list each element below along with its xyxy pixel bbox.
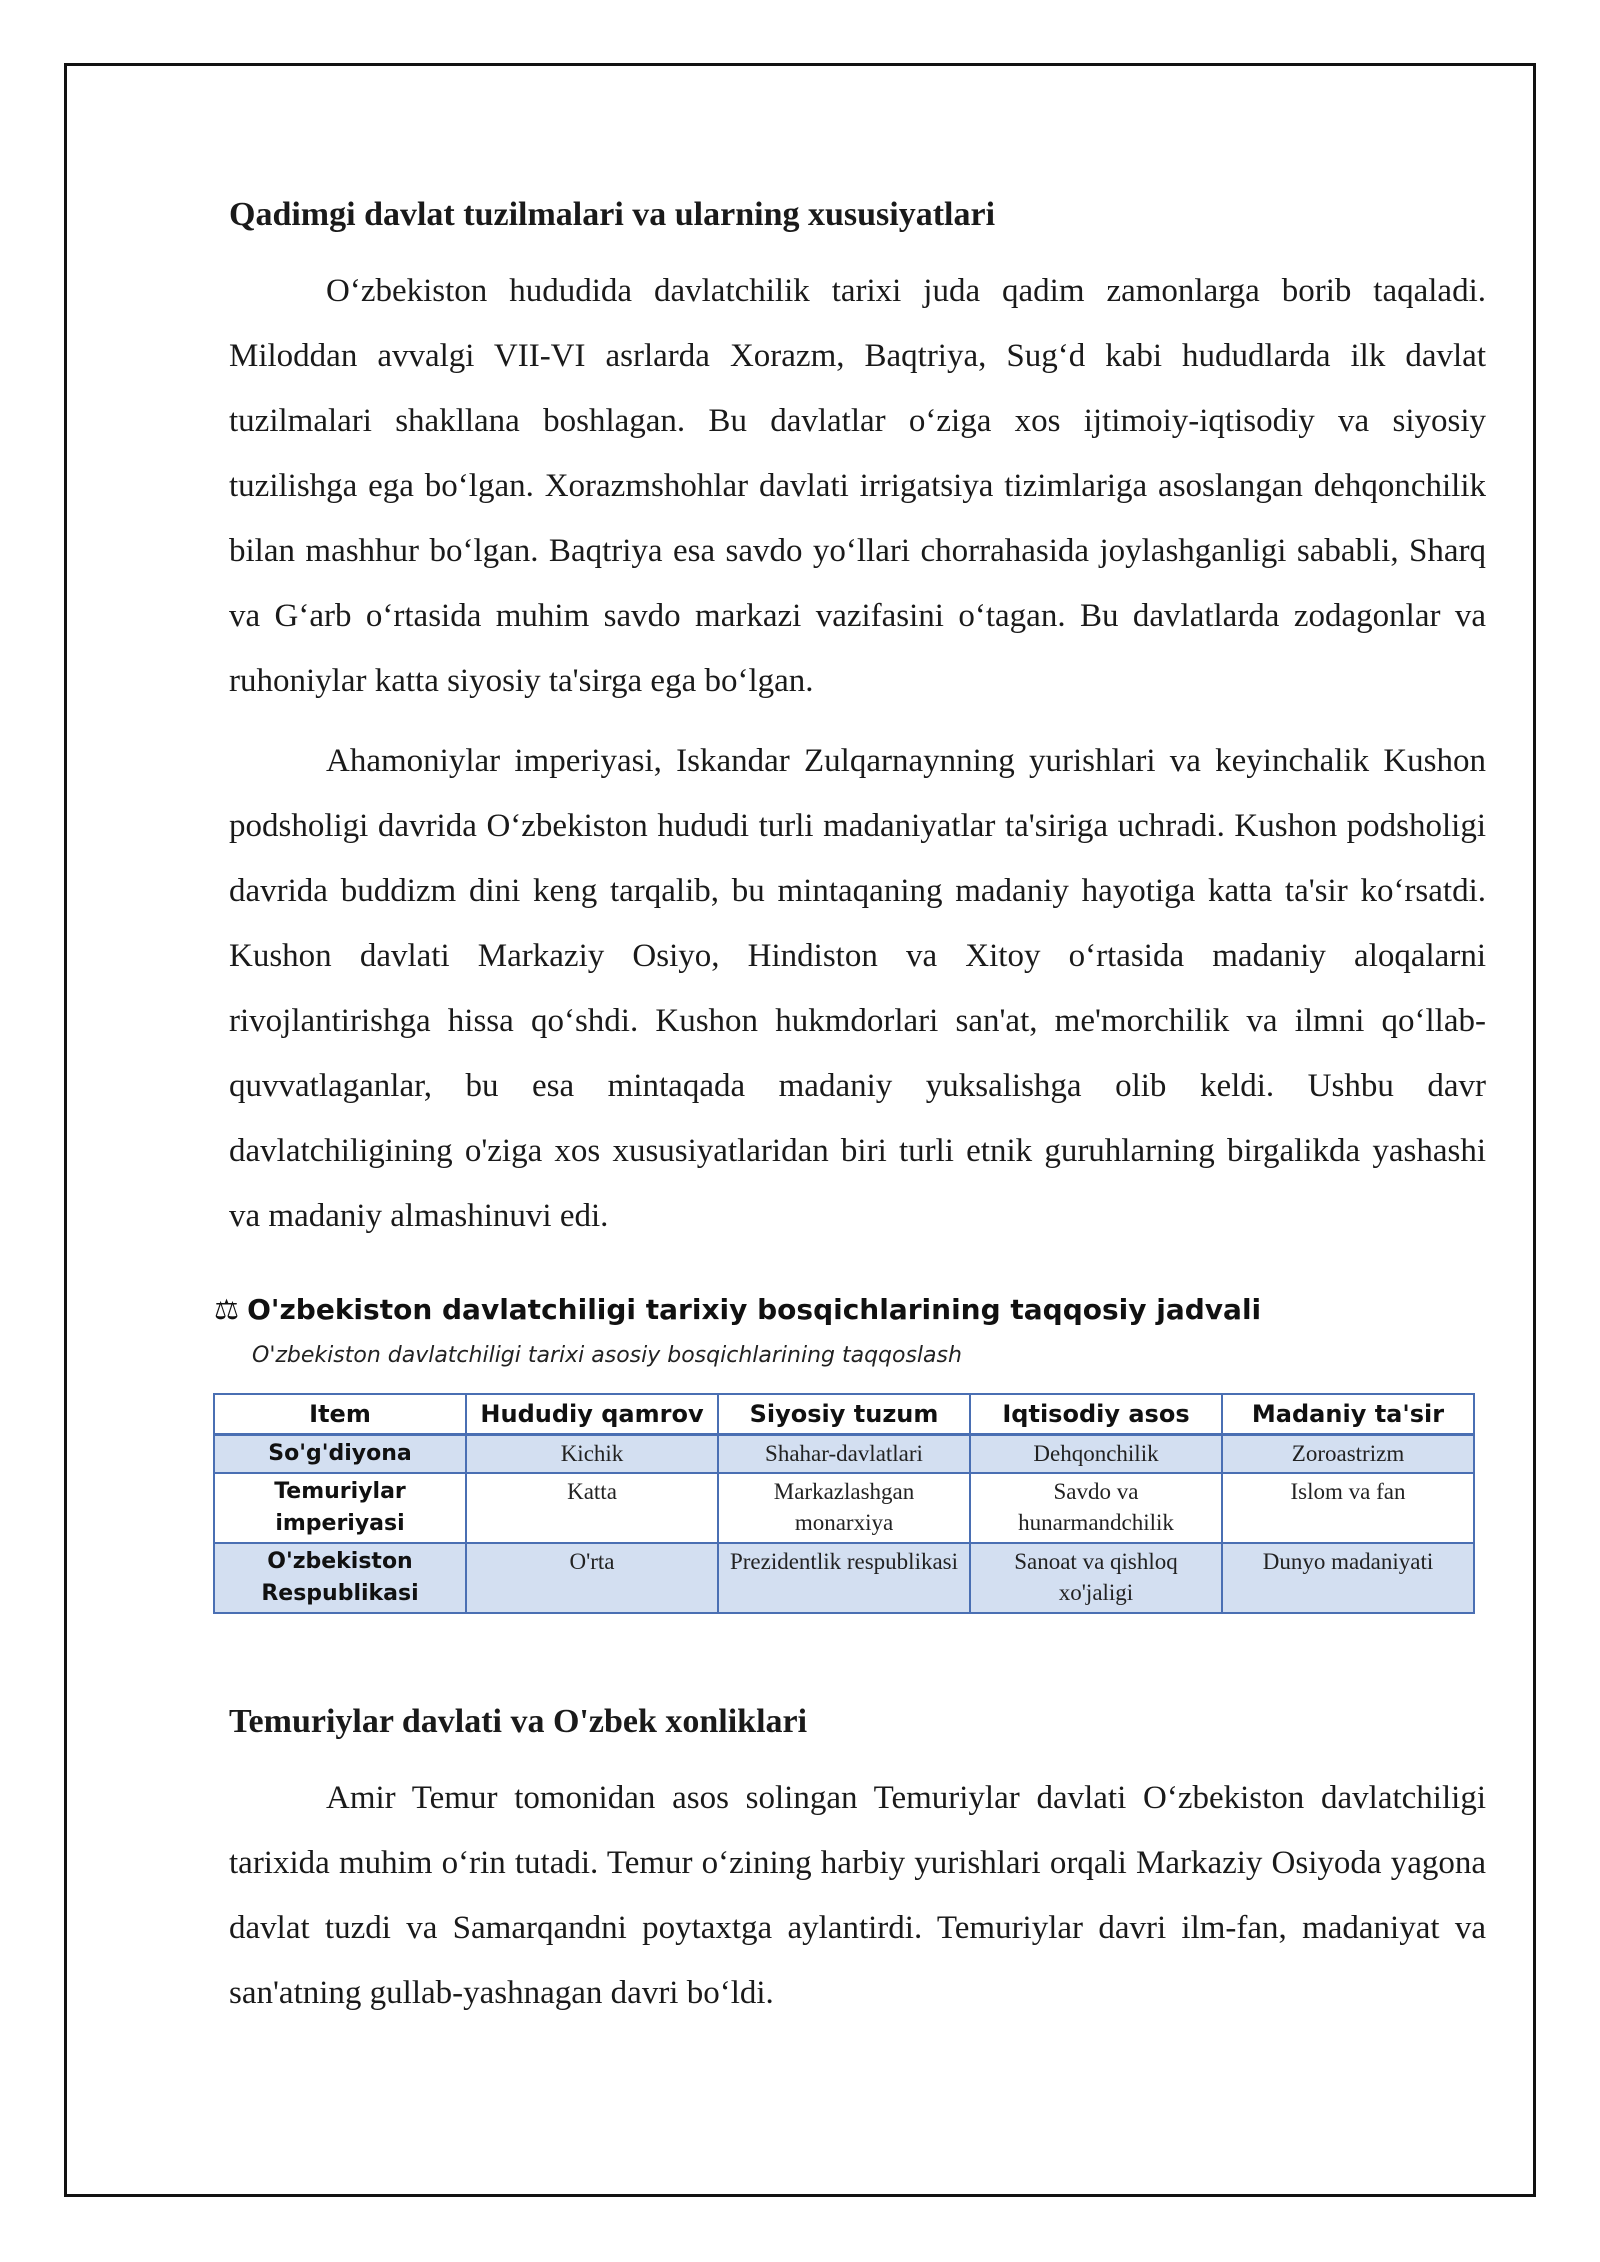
column-header: Madaniy ta'sir bbox=[1222, 1394, 1474, 1435]
section-heading-ancient-states: Qadimgi davlat tuzilmalari va ularning xususiyatlari bbox=[229, 196, 996, 233]
table-cell: Islom va fan bbox=[1222, 1473, 1474, 1543]
table-cell: Markazlashgan monarxiya bbox=[718, 1473, 970, 1543]
table-caption: O'zbekiston davlatchiligi tarixi asosiy bosqichlarining taqqoslash bbox=[252, 1343, 962, 1368]
paragraph-ancient-states-2: Ahamoniylar imperiyasi, Iskandar Zulqarnaynning yurishlari va keyinchalik Kushon podsholigi davrida O‘zbekiston hududi turli madaniyatlar ta'siriga uchradi. Kushon podsholigi davrida buddizm dini keng tarqalib, bu mintaqaning madaniy hayotiga katta ta'sir ko‘rsatdi. Kushon davlati Markaziy Osiyo, Hindiston va Xitoy o‘rtasida madaniy aloqalarni rivojlantirishga hissa qo‘shdi. Kushon hukmdorlari san'at, me'morchilik va ilmni qo‘llab-quvvatlaganlar, bu esa mintaqada madaniy yuksalishga olib keldi. Ushbu davr davlatchiligining o'ziga xos xususiyatlaridan biri turli etnik guruhlarning birgalikda yashashi va madaniy almashinuvi edi. bbox=[229, 743, 1486, 1234]
row-header-cell: So'g'diyona bbox=[214, 1435, 466, 1474]
paragraph-timurids-1: Amir Temur tomonidan asos solingan Temuriylar davlati O‘zbekiston davlatchiligi tarixida muhim o‘rin tutadi. Temur o‘zining harbiy yurishlari orqali Markaziy Osiyoda yagona davlat tuzdi va Samarqandni poytaxtga aylantirdi. Temuriylar davri ilm-fan, madaniyat va san'atning gullab-yashnagan davri bo‘ldi. bbox=[229, 1780, 1486, 2011]
table-cell: Sanoat va qishloq xo'jaligi bbox=[970, 1543, 1222, 1613]
paragraph-ancient-states-1: O‘zbekiston hududida davlatchilik tarixi juda qadim zamonlarga borib taqaladi. Miloddan avvalgi VII-VI asrlarda Xorazm, Baqtriya, Sug‘d kabi hududlarda ilk davlat tuzilmalari shakllana boshlagan. Bu davlatlar o‘ziga xos ijtimoiy-iqtisodiy va siyosiy tuzilishga ega bo‘lgan. Xorazmshohlar davlati irrigatsiya tizimlariga asoslangan dehqonchilik bilan mashhur bo‘lgan. Baqtriya esa savdo yo‘llari chorrahasida joylashganligi sababli, Sharq va G‘arb o‘rtasida muhim savdo markazi vazifasini o‘tagan. Bu davlatlarda zodagonlar va ruhoniylar katta siyosiy ta'sirga ega bo‘lgan. bbox=[229, 273, 1486, 699]
table-row bbox=[214, 1543, 1474, 1613]
table-cell: Prezidentlik respublikasi bbox=[718, 1543, 970, 1613]
comparison-table bbox=[213, 1393, 1475, 1614]
comparison-table-block bbox=[214, 1293, 1486, 1614]
table-cell: Zoroastrizm bbox=[1222, 1435, 1474, 1474]
column-header: Item bbox=[214, 1394, 466, 1435]
table-cell: Dehqonchilik bbox=[970, 1435, 1222, 1474]
table-row bbox=[214, 1435, 1474, 1474]
document-body bbox=[214, 195, 1486, 2041]
table-title-text: O'zbekiston davlatchiligi tarixiy bosqichlarining taqqosiy jadvali bbox=[247, 1293, 1262, 1326]
scale-icon: ⚖ bbox=[214, 1293, 240, 1326]
column-header: Siyosiy tuzum bbox=[718, 1394, 970, 1435]
table-cell: Dunyo madaniyati bbox=[1222, 1543, 1474, 1613]
table-cell: Kichik bbox=[466, 1435, 718, 1474]
row-header-cell: O'zbekiston Respublikasi bbox=[214, 1543, 466, 1613]
table-row bbox=[214, 1473, 1474, 1543]
section-heading-timurids: Temuriylar davlati va O'zbek xonliklari bbox=[229, 1703, 808, 1740]
table-cell: O'rta bbox=[466, 1543, 718, 1613]
column-header: Hududiy qamrov bbox=[466, 1394, 718, 1435]
row-header-cell: Temuriylar imperiyasi bbox=[214, 1473, 466, 1543]
table-cell: Katta bbox=[466, 1473, 718, 1543]
table-title bbox=[214, 1293, 1486, 1327]
table-cell: Shahar-davlatlari bbox=[718, 1435, 970, 1474]
table-cell: Savdo va hunarmandchilik bbox=[970, 1473, 1222, 1543]
column-header: Iqtisodiy asos bbox=[970, 1394, 1222, 1435]
table-header-row bbox=[214, 1394, 1474, 1435]
spacer bbox=[229, 1614, 1486, 1702]
